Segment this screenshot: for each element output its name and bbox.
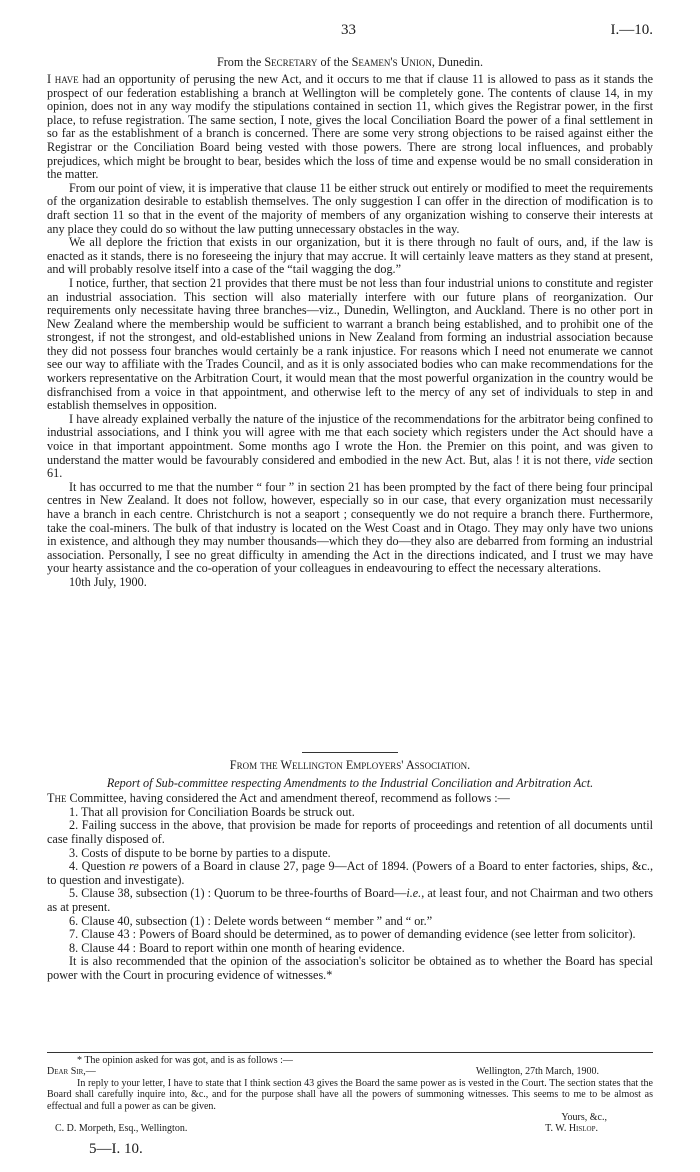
paragraph: It has occurred to me that the number “ four ” in section 21 has been prompted by the fact of there being four principal centres in New Zealand. It does not follow, however, especially so in our case, that every organization must necessarily have a branch in each centre. Christchurch is not a seaport ; consequently we do not require a branch there. Furthermore, take the coal-miners. The bulk of that industry is located on the West Coast and in Otago. They may only have two unions in existence, and although they may number thousands—which they do—they also are debarred from forming an industrial association. Personally, I see no great difficulty in amending the Act in the directions indicated, and I trust we may have your hearty assistance and the co-operation of your colleagues in endeavouring to effect the necessary alterations. [47, 479, 653, 576]
list-item: 8. Clause 44 : Board to report within one month of hearing evidence. [69, 940, 405, 955]
footnote-intro: * The opinion asked for was got, and is as follows :— [77, 1055, 293, 1066]
list-item: 2. Failing success in the above, that provision be made for reports of proceedings and retention of all documents until case finally disposed of. [47, 818, 653, 846]
page-header [47, 22, 653, 42]
list-item: 1. That all provision for Conciliation Boards be struck out. [69, 804, 355, 819]
report-intro: The Committee, having considered the Act and amendment thereof, recommend as follows :— [47, 791, 510, 806]
footnote-place-date: Wellington, 27th March, 1900. [475, 1066, 599, 1078]
paragraph: From our point of view, it is imperative that clause 11 be either struck out entirely or modified to meet the requirements of the organization desirable to establish themselves. The only suggestion I can offer in the direction of modification is to draft section 11 so that in the event of the majority of members of any organization wishing to conserve their interests at any place they could do so without the law putting unnecessary obstacles in the way. [47, 180, 653, 236]
footnote-signature: T. W. Hislop. [545, 1123, 598, 1135]
paragraph: I notice, further, that section 21 provides that there must be not less than four industrial unions to constitute and register an industrial association. This section will also materially interfere with our future plans of reorganization. Our requirements only necessitate having three branches—viz., Dunedin, Wellington, and Auckland. There is no other port in New Zealand where the membership would be sufficient to warrant a branch being established, and to prohibit one of the strongest, if not the strongest, and old-established unions in New Zealand from forming an industrial association because they did not possess four branches would certainly be a rank injustice. For reasons which I need not enumerate we cannot see our way to affiliate with the Trades Council, and as it is only associated bodies who can make recommendations for the workers representative on the Arbitration Court, it would mean that the most powerful organization in the country would be disfranchised from a voice in that appointment, and otherwise left to the mercy of any set of individuals to step in and establish themselves in opposition. [47, 275, 653, 413]
footnote [47, 1055, 653, 1135]
report-closing: It is also recommended that the opinion of the association's solicitor be obtained as to whether the Board has special power with the Court in procuring evidence of witnesses.* [47, 954, 653, 982]
footnote-rule [47, 1052, 653, 1053]
list-item: 7. Clause 43 : Powers of Board should be determined, as to power of demanding evidence (see letter from solicitor). [69, 927, 636, 942]
paragraph: I have had an opportunity of perusing the new Act, and it occurs to me that if clause 11 is allowed to pass as it stands the prospect of our federation establishing a branch at Wellington will be completely gone. The contents of clause 14, in my opinion, does not in any way modify the stipulations contained in section 11, which gives the Registrar power, in the first place, to refuse registration. The same section, I note, gives the local Conciliation Board the power of a final settlement in so far as the establishment of a branch is concerned. There are some very strong objections to be raised against either the Registrar or the Conciliation Board being vested with those powers. There are strong local influences, and probably prejudices, which might be brought to bear, besides which the loss of time and expense would be no small consideration in the matter. [47, 72, 653, 182]
list-item: 3. Costs of dispute to be borne by parties to a dispute. [69, 845, 331, 860]
report-title: Report of Sub-committee respecting Amendments to the Industrial Conciliation and Arbitration Act. [106, 775, 594, 790]
footnote-salutation: Dear Sir,— [47, 1066, 96, 1078]
footnote-addressee: C. D. Morpeth, Esq., Wellington. [55, 1123, 188, 1135]
paper-reference: I.—10. [610, 22, 653, 38]
letter2 [47, 759, 653, 983]
page-number: 33 [341, 22, 356, 38]
signature-mark: 5—I. 10. [89, 1141, 143, 1157]
paragraph: We all deplore the friction that exists in our organization, but it is there through no fault of ours, and, if the law is enacted as it stands, there is no foreseeing the injury that may accrue. It will certainly leave matters as they stand at present, and will probably resolve itself into a case of the “tail wagging the dog.” [47, 235, 653, 277]
letter2-title: From the Wellington Employers' Association. [229, 758, 471, 772]
footnote-text: In reply to your letter, I have to state that I think section 43 gives the Board the same power as is vested in the Court. The section states that the Board shall carefully inquire into, &c., and for the purpose shall have all the powers of summoning witnesses. This seems to me to be almost as effectual and full a power as can be given. [47, 1077, 653, 1112]
list-item: 5. Clause 38, subsection (1) : Quorum to be three-fourths of Board—i.e., at least four, and not Chairman and two others as at present. [47, 886, 654, 914]
list-item: 4. Question re powers of a Board in clause 27, page 9—Act of 1894. (Powers of a Board to enter factories, ships, &c., to question and investigate). [47, 859, 653, 887]
footnote-yours: Yours, &c., [561, 1112, 607, 1124]
letter-date: 10th July, 1900. [69, 574, 147, 589]
section-divider [302, 752, 398, 753]
letter1-body [47, 73, 653, 590]
letter1-title: From the Secretary of the Seamen's Union, Dunedin. [216, 55, 484, 69]
list-item: 6. Clause 40, subsection (1) : Delete words between “ member ” and “ or.” [69, 913, 433, 928]
paragraph: I have already explained verbally the nature of the injustice of the recommendations for the arbitrator being confined to industrial associations, and I think you will agree with me that each society which registers under the Act should have a voice in that important appointment. Some months ago I wrote the Hon. the Premier on this point, and was given to understand the matter would be favourably considered and embodied in the new Act. But, alas ! it is not there, vide section 61. [47, 411, 654, 481]
